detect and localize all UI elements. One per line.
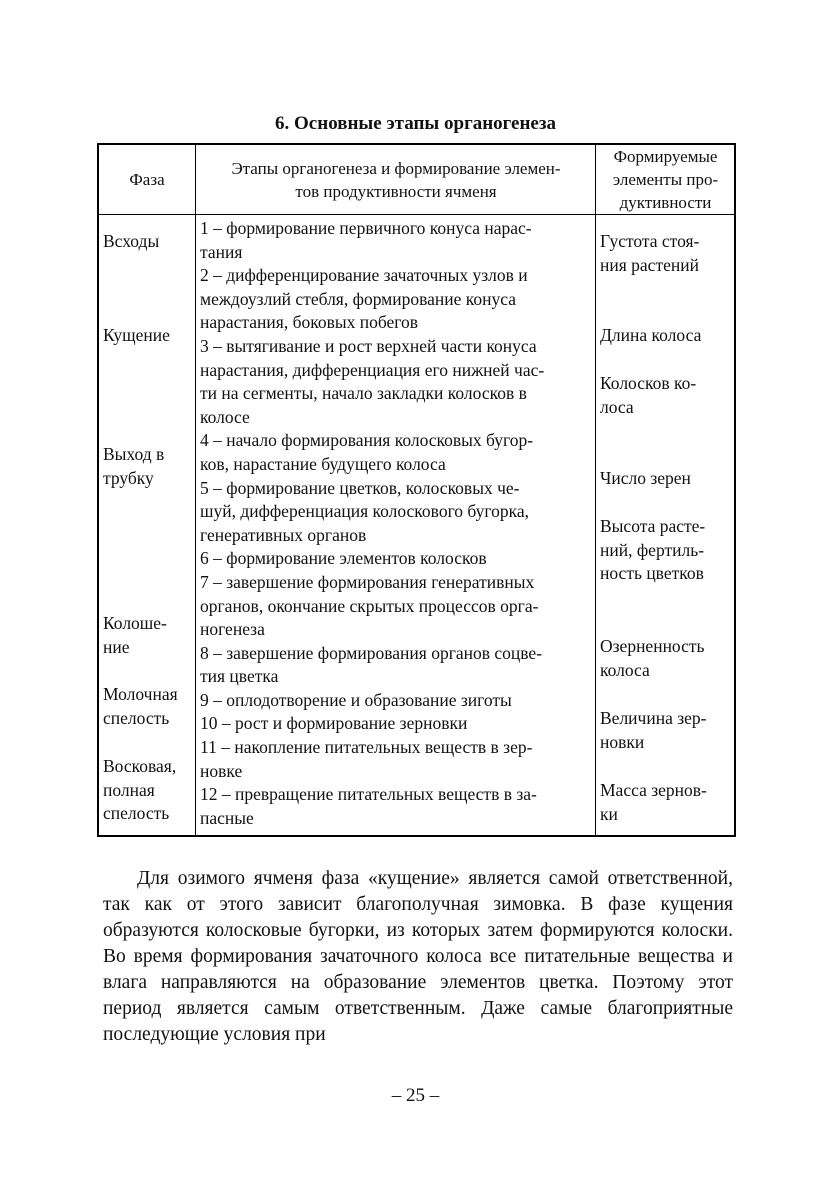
stage-line: колосе xyxy=(200,406,250,427)
element-cell: Озерненность колоса xyxy=(600,636,705,680)
phase-cell: Кущение xyxy=(103,325,170,345)
stage-line: 6 – формирование элементов колосков xyxy=(200,548,487,569)
element-cell: Колосков ко- лоса xyxy=(600,373,697,417)
element-cell: Величина зер- новки xyxy=(600,708,707,752)
stage-line: 12 – превращение питательных веществ в за- xyxy=(200,784,537,805)
stage-line: нарастания, боковых побегов xyxy=(200,312,419,333)
stage-line: шуй, дифференциация колоскового бугорка, xyxy=(200,501,530,522)
phase-cell: Всходы xyxy=(103,231,160,251)
phase-cell: Колоше- ние xyxy=(103,613,167,657)
stage-line: 7 – завершение формирования генеративных xyxy=(200,571,535,592)
table-caption: 6. Основные этапы органогенеза xyxy=(275,113,556,134)
phase-cell: Выход в трубку xyxy=(103,444,165,488)
stage-line: 1 – формирование первичного конуса нарас- xyxy=(200,218,532,238)
page-number: – 25 – xyxy=(391,1085,440,1106)
column-divider xyxy=(595,145,596,835)
stage-line: ногенеза xyxy=(200,619,265,640)
stage-line: 11 – накопление питательных веществ в зер- xyxy=(200,737,533,758)
stage-line: междоузлий стебля, формирование конуса xyxy=(200,288,517,309)
stage-line: 8 – завершение формирования органов соцве- xyxy=(200,642,543,663)
element-cell: Число зерен xyxy=(600,468,691,488)
body-paragraph: Для озимого ячменя фаза «кущение» является самой ответственной, так как от этого зависит благополучная зимовка. В фазе кущения образуются колосковые бугорки, из которых затем формируются колоски. Во время формирования зачаточного колоса все питательные вещества и влага направляются на образование элементов цветка. Поэтому этот период является самым ответственным. Даже самые благоприятные последующие условия при xyxy=(103,868,733,1045)
column-divider xyxy=(195,145,196,835)
stage-line: органов, окончание скрытых процессов орга- xyxy=(200,595,539,616)
phase-cell: Восковая, полная спелость xyxy=(103,756,177,824)
stage-line: 10 – рост и формирование зерновки xyxy=(200,713,468,734)
header-elements: Формируемые элементы про- дуктивности xyxy=(612,147,719,212)
stage-line: 3 – вытягивание и рост верхней части конуса xyxy=(200,335,537,356)
stage-line: 2 – дифференцирование зачаточных узлов и xyxy=(200,265,528,286)
stage-line: ков, нарастание будущего колоса xyxy=(200,453,446,474)
header-phase: Фаза xyxy=(129,170,165,189)
stages-cell xyxy=(200,217,544,830)
stage-line: 4 – начало формирования колосковых бугор- xyxy=(200,430,534,451)
stage-line: генеративных органов xyxy=(200,524,367,545)
element-cell: Густота стоя- ния растений xyxy=(600,231,700,275)
organogenesis-table xyxy=(97,143,736,837)
stage-line: нарастания, дифференциация его нижней час- xyxy=(200,359,545,380)
header-divider xyxy=(99,214,734,215)
header-stages: Этапы органогенеза и формирование элемен- тов продуктивности ячменя xyxy=(231,158,561,201)
stage-line: 9 – оплодотворение и образование зиготы xyxy=(200,689,512,710)
stage-line: тия цветка xyxy=(200,666,279,687)
phase-cell: Молочная спелость xyxy=(103,684,178,728)
stage-line: новке xyxy=(200,760,243,781)
stage-line: пасные xyxy=(200,807,254,828)
stage-line: тания xyxy=(200,241,243,262)
stage-line: 5 – формирование цветков, колосковых че- xyxy=(200,477,520,498)
element-cell: Масса зернов- ки xyxy=(600,780,707,824)
stage-line: ти на сегменты, начало закладки колосков в xyxy=(200,383,527,404)
element-cell: Высота расте- ний, фертиль- ность цветков xyxy=(600,516,706,584)
element-cell: Длина колоса xyxy=(600,325,702,345)
